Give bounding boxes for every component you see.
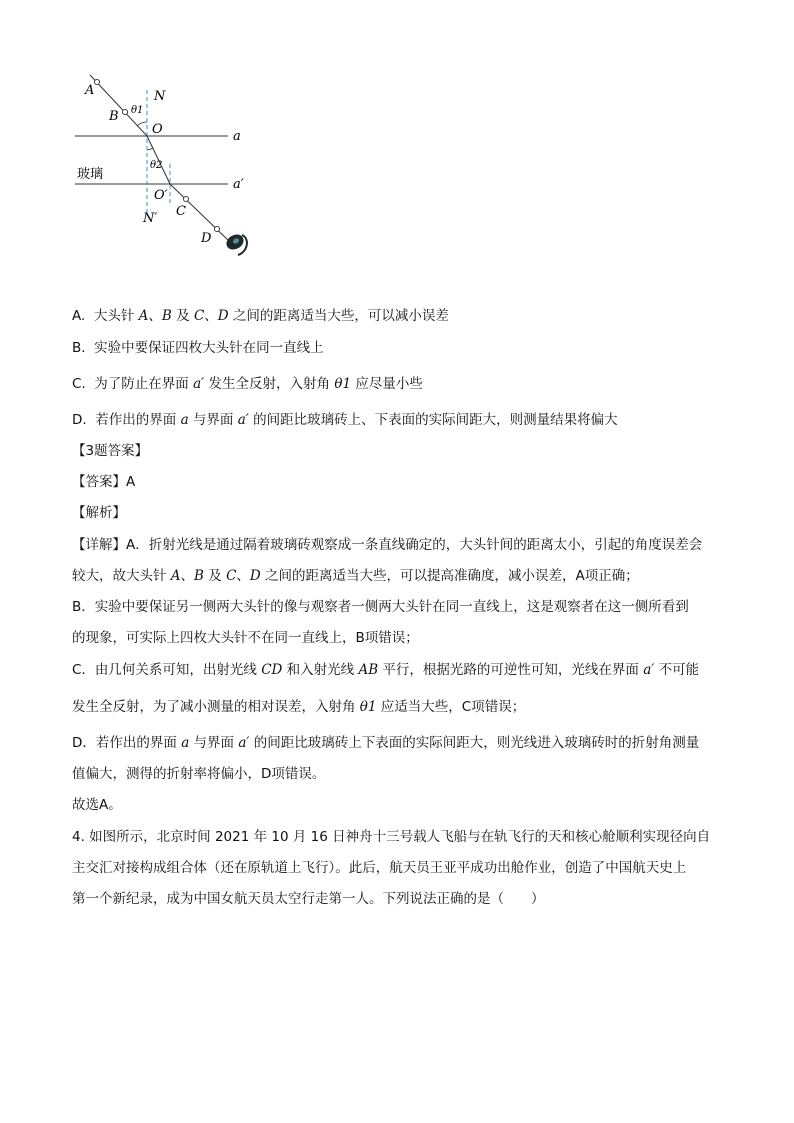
pin-B	[122, 109, 127, 114]
analysis-line-4: 的现象，可实际上四枚大头针不在同一直线上，B项错误；	[72, 630, 419, 646]
label-C: C	[176, 204, 186, 219]
pin-D	[214, 226, 219, 231]
analysis-line-1: 【详解】A．折射光线是通过隔着玻璃砖观察成一条直线确定的，大头针间的距离太小，引起的角度误差会	[72, 537, 703, 553]
conclusion-line: 故选A。	[72, 797, 122, 813]
answer-line: 【答案】A	[72, 474, 136, 490]
question-4-line-3: 第一个新纪录，成为中国女航天员太空行走第一人。下列说法正确的是（ ）	[72, 891, 545, 907]
analysis-line-3: B．实验中要保证另一侧两大头针的像与观察者一侧两大头针在同一直线上，这是观察者在这一侧所看到	[72, 599, 689, 615]
option-b: B. 实验中要保证四枚大头针在同一直线上	[72, 340, 324, 356]
label-A: A	[85, 83, 95, 98]
analysis-line-5: C．由几何关系可知，出射光线 CD 和入射光线 AB 平行，根据光路的可逆性可知，光线在界面 a′ 不可能	[72, 662, 700, 678]
analysis-line-6: 发生全反射，为了减小测量的相对误差，入射角 θ1 应适当大些，C项错误；	[72, 699, 526, 715]
pin-A	[94, 79, 99, 84]
label-N-prime: N′	[143, 211, 158, 226]
label-a: a	[233, 129, 241, 144]
label-N: N	[154, 89, 166, 104]
analysis-line-2: 较大，故大头针 A、B 及 C、D 之间的距离适当大些，可以提高准确度，减小误差，A项正确；	[72, 568, 639, 584]
label-D: D	[201, 231, 212, 246]
question-4-line-1: 4. 如图所示，北京时间 2021 年 10 月 16 日神舟十三号载人飞船与在轨飞行的天和核心舱顺利实现径向自	[72, 829, 711, 845]
label-O: O	[152, 122, 163, 137]
option-a: A. 大头针 A、B 及 C、D 之间的距离适当大些，可以减小误差	[72, 308, 449, 324]
analysis-line-8: 值偏大，测得的折射率将偏小，D项错误。	[72, 766, 326, 782]
angle-theta1-arc	[137, 122, 147, 126]
pin-C	[183, 196, 188, 201]
refraction-diagram	[70, 70, 260, 265]
label-glass: 玻璃	[77, 167, 104, 182]
analysis-heading: 【解析】	[72, 505, 126, 521]
eye-icon	[224, 231, 247, 255]
answer-heading: 【3题答案】	[72, 443, 149, 459]
option-c: C. 为了防止在界面 a′ 发生全反射，入射角 θ1 应尽量小些	[72, 376, 423, 392]
analysis-line-7: D．若作出的界面 a 与界面 a′ 的间距比玻璃砖上下表面的实际间距大，则光线进入玻璃砖时的折射角测量	[72, 735, 700, 751]
label-theta2: θ2	[150, 160, 163, 171]
label-B: B	[109, 109, 119, 124]
label-theta1: θ1	[131, 105, 144, 116]
option-d: D. 若作出的界面 a 与界面 a′ 的间距比玻璃砖上、下表面的实际间距大，则测量结果将偏大	[72, 412, 618, 428]
question-4-line-2: 主交汇对接构成组合体（还在原轨道上飞行）。此后，航天员王亚平成功出舱作业，创造了中国航天史上	[72, 860, 687, 876]
label-O-prime: O′	[154, 188, 168, 203]
label-a-prime: a′	[233, 177, 244, 192]
angle-theta2-arc	[147, 148, 153, 150]
